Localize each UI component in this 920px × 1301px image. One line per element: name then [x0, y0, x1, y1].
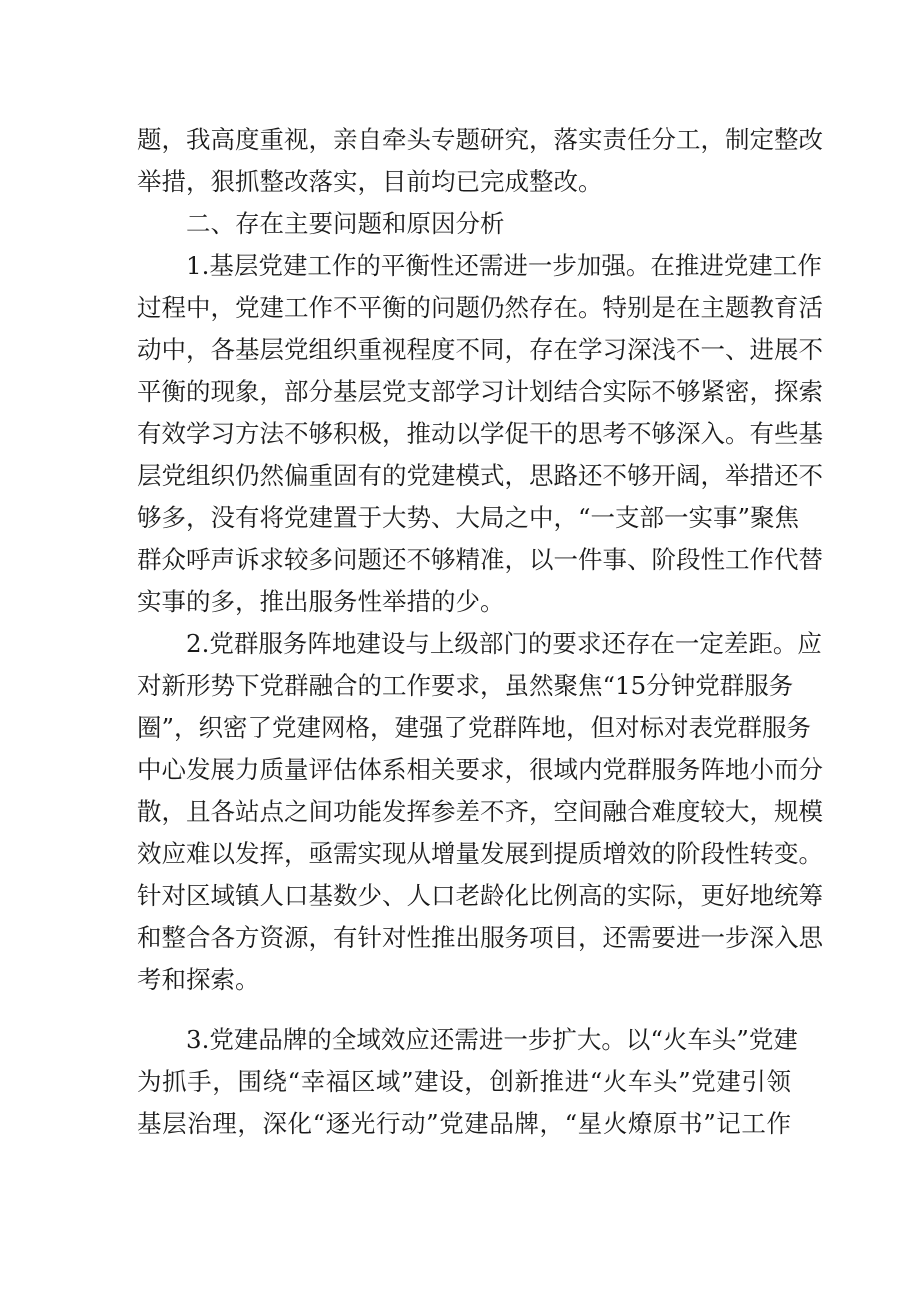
paragraph-heading-line: 3.党建品牌的全域效应还需进一步扩大。以“火车头”党建 [186, 1025, 798, 1054]
text-line: 实事的多，推出服务性举措的少。 [137, 587, 505, 616]
text-line: 举措，狠抓整改落实，目前均已完成整改。 [137, 167, 603, 196]
text-line: 群众呼声诉求较多问题还不够精准，以一件事、阶段性工作代替 [137, 545, 823, 574]
paragraph-heading-line: 1.基层党建工作的平衡性还需进一步加强。在推进党建工作 [186, 251, 822, 280]
text-line: 针对区域镇人口基数少、人口老龄化比例高的实际，更好地统筹 [137, 881, 823, 910]
text-line: 圈”，织密了党建网格，建强了党群阵地，但对标对表党群服务 [137, 713, 812, 742]
text-line: 平衡的现象，部分基层党支部学习计划结合实际不够紧密，探索 [137, 377, 823, 406]
text-line: 效应难以发挥，亟需实现从增量发展到提质增效的阶段性转变。 [137, 839, 823, 868]
text-line: 对新形势下党群融合的工作要求，虽然聚焦“15分钟党群服务 [137, 671, 794, 700]
text-line: 题，我高度重视，亲自牵头专题研究，落实责任分工，制定整改 [137, 125, 823, 154]
paragraph-heading-line: 2.党群服务阵地建设与上级部门的要求还存在一定差距。应 [186, 629, 822, 658]
text-line: 动中，各基层党组织重视程度不同，存在学习深浅不一、进展不 [137, 335, 823, 364]
text-line: 和整合各方资源，有针对性推出服务项目，还需要进一步深入思 [137, 923, 823, 952]
text-line: 考和探索。 [137, 965, 260, 994]
text-line: 为抓手，围绕“幸福区域”建设，创新推进“火车头”党建引领 [137, 1067, 791, 1096]
text-line: 过程中，党建工作不平衡的问题仍然存在。特别是在主题教育活 [137, 293, 823, 322]
text-line: 散，且各站点之间功能发挥参差不齐，空间融合难度较大，规模 [137, 797, 823, 826]
text-line: 层党组织仍然偏重固有的党建模式，思路还不够开阔，举措还不 [137, 461, 823, 490]
text-line: 基层治理，深化“逐光行动”党建品牌，“星火燎原书”记工作 [137, 1109, 791, 1138]
text-line: 中心发展力质量评估体系相关要求，很域内党群服务阵地小而分 [137, 755, 823, 784]
text-line: 有效学习方法不够积极，推动以学促干的思考不够深入。有些基 [137, 419, 823, 448]
text-line: 够多，没有将党建置于大势、大局之中，“一支部一实事”聚焦 [137, 503, 800, 532]
section-heading: 二、存在主要问题和原因分析 [186, 209, 505, 238]
